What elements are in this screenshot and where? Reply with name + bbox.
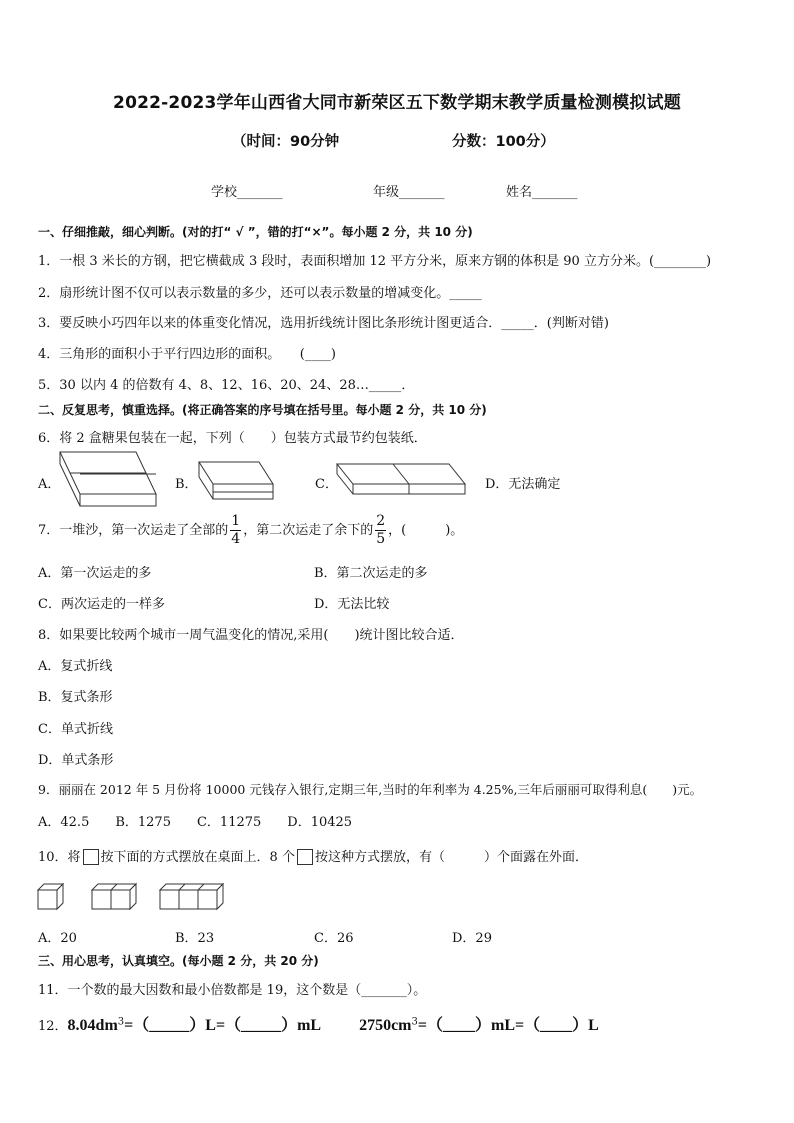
question-11: 11．一个数的最大因数和最小倍数都是 19，这个数是（_______）。	[38, 983, 427, 998]
q7-option-d: D．无法比较	[314, 597, 390, 612]
q7-fraction-1: $\frac{1}{4}$	[231, 513, 241, 547]
q7-text-post: ，( )。	[388, 523, 464, 538]
question-9: 9．丽丽在 2012 年 5 月份将 10000 元钱存入银行,定期三年,当时的年利率为 4.25%,三年后丽丽可取得利息( )元。	[38, 782, 703, 797]
question-7	[38, 513, 463, 548]
exam-score: 分数：100分）	[452, 134, 555, 150]
q7-option-b: B．第二次运走的多	[314, 566, 428, 581]
name-field: 姓名_______	[506, 185, 578, 200]
question-10	[38, 846, 588, 866]
q8-option-c: C．单式折线	[38, 722, 113, 737]
question-6: 6．将 2 盒糖果包装在一起，下列（ ）包装方式最节约包装纸．	[38, 431, 427, 446]
three-cube-figure	[160, 884, 223, 909]
q10-text-mid: 按下面的方式摆放在桌面上．8 个	[100, 850, 295, 865]
q10-option-b: B．23	[175, 931, 215, 946]
q8-option-a: A．复式折线	[38, 659, 113, 674]
q6-figure-c	[337, 464, 469, 498]
exam-time: （时间：90分钟	[232, 134, 340, 150]
q12-number: 12．	[38, 1019, 68, 1034]
q10-cube-arrangements	[38, 884, 228, 912]
q9-options: A．42.5 B．1275 C．11275 D．10425	[38, 815, 353, 830]
question-3: 3．要反映小巧四年以来的体重变化情况，选用折线统计图比条形统计图更适合．_____．(判断对错)	[38, 316, 609, 331]
q7-text-pre: 7．一堆沙，第一次运走了全部的	[38, 523, 229, 538]
question-2: 2．扇形统计图不仅可以表示数量的多少，还可以表示数量的增减变化。_____	[38, 286, 482, 301]
q6-option-d: D．无法确定	[485, 477, 561, 492]
q7-fraction-2: $\frac{2}{5}$	[376, 513, 386, 547]
q6-option-b: B．	[175, 477, 198, 492]
question-1: 1．一根 3 米长的方钢，把它横截成 3 段时，表面积增加 12 平方分米，原来方钢的体积是 90 立方分米。(________)	[38, 254, 712, 269]
q7-option-a: A．第一次运走的多	[38, 566, 152, 581]
q6-option-a: A．	[38, 477, 61, 492]
school-field: 学校_______	[211, 185, 283, 200]
one-cube-figure	[38, 884, 63, 909]
question-8: 8．如果要比较两个城市一周气温变化的情况,采用( )统计图比较合适．	[38, 628, 464, 643]
q8-option-d: D．单式条形	[38, 753, 114, 768]
q10-option-d: D．29	[452, 931, 492, 946]
q12-part-3: 2750cm	[359, 1017, 412, 1034]
q10-option-c: C．26	[314, 931, 354, 946]
q12-part-4: =（____）mL=（____）L	[417, 1017, 599, 1034]
question-5: 5．30 以内 4 的倍数有 4、8、12、16、20、24、28…_____．	[38, 378, 415, 393]
section-3-heading: 三、用心思考，认真填空。(每小题 2 分，共 20 分)	[38, 954, 319, 968]
two-cube-figure	[92, 884, 136, 909]
cube-icon	[83, 849, 99, 865]
q10-text-post: 按这种方式摆放，有（ ）个面露在外面．	[314, 850, 588, 865]
q7-option-c: C．两次运走的一样多	[38, 597, 165, 612]
section-2-heading: 二、反复思考，慎重选择。(将正确答案的序号填在括号里。每小题 2 分，共 10 分)	[38, 403, 487, 417]
q10-option-a: A．20	[38, 931, 77, 946]
question-4: 4．三角形的面积小于平行四边形的面积。 (____)	[38, 347, 336, 362]
cube-icon	[297, 849, 313, 865]
q6-figure-a	[60, 452, 160, 510]
section-1-heading: 一、仔细推敲，细心判断。(对的打“ √ ”，错的打“×”。每小题 2 分，共 10 分)	[38, 225, 473, 239]
q7-text-mid: ，第二次运走了余下的	[243, 523, 374, 538]
q12-part-1: 8.04dm	[67, 1017, 118, 1034]
q6-figure-b	[199, 462, 277, 502]
page-title: 2022-2023学年山西省大同市新荣区五下数学期末教学质量检测模拟试题	[113, 93, 681, 113]
q8-option-b: B．复式条形	[38, 690, 113, 705]
q6-option-c: C．	[315, 477, 338, 492]
q10-text-pre: 10．将	[38, 850, 81, 865]
grade-field: 年级_______	[373, 185, 445, 200]
question-12: 12．$8.04dm^3=(\_\_\_\_\_)L=(\_\_\_\_\_)mL$ $2750cm^3=(\_\_\_\_)mL=(\_\_\_\_)L$	[38, 1016, 599, 1034]
q12-part-2: =（_____）L=（_____）mL	[124, 1017, 322, 1034]
